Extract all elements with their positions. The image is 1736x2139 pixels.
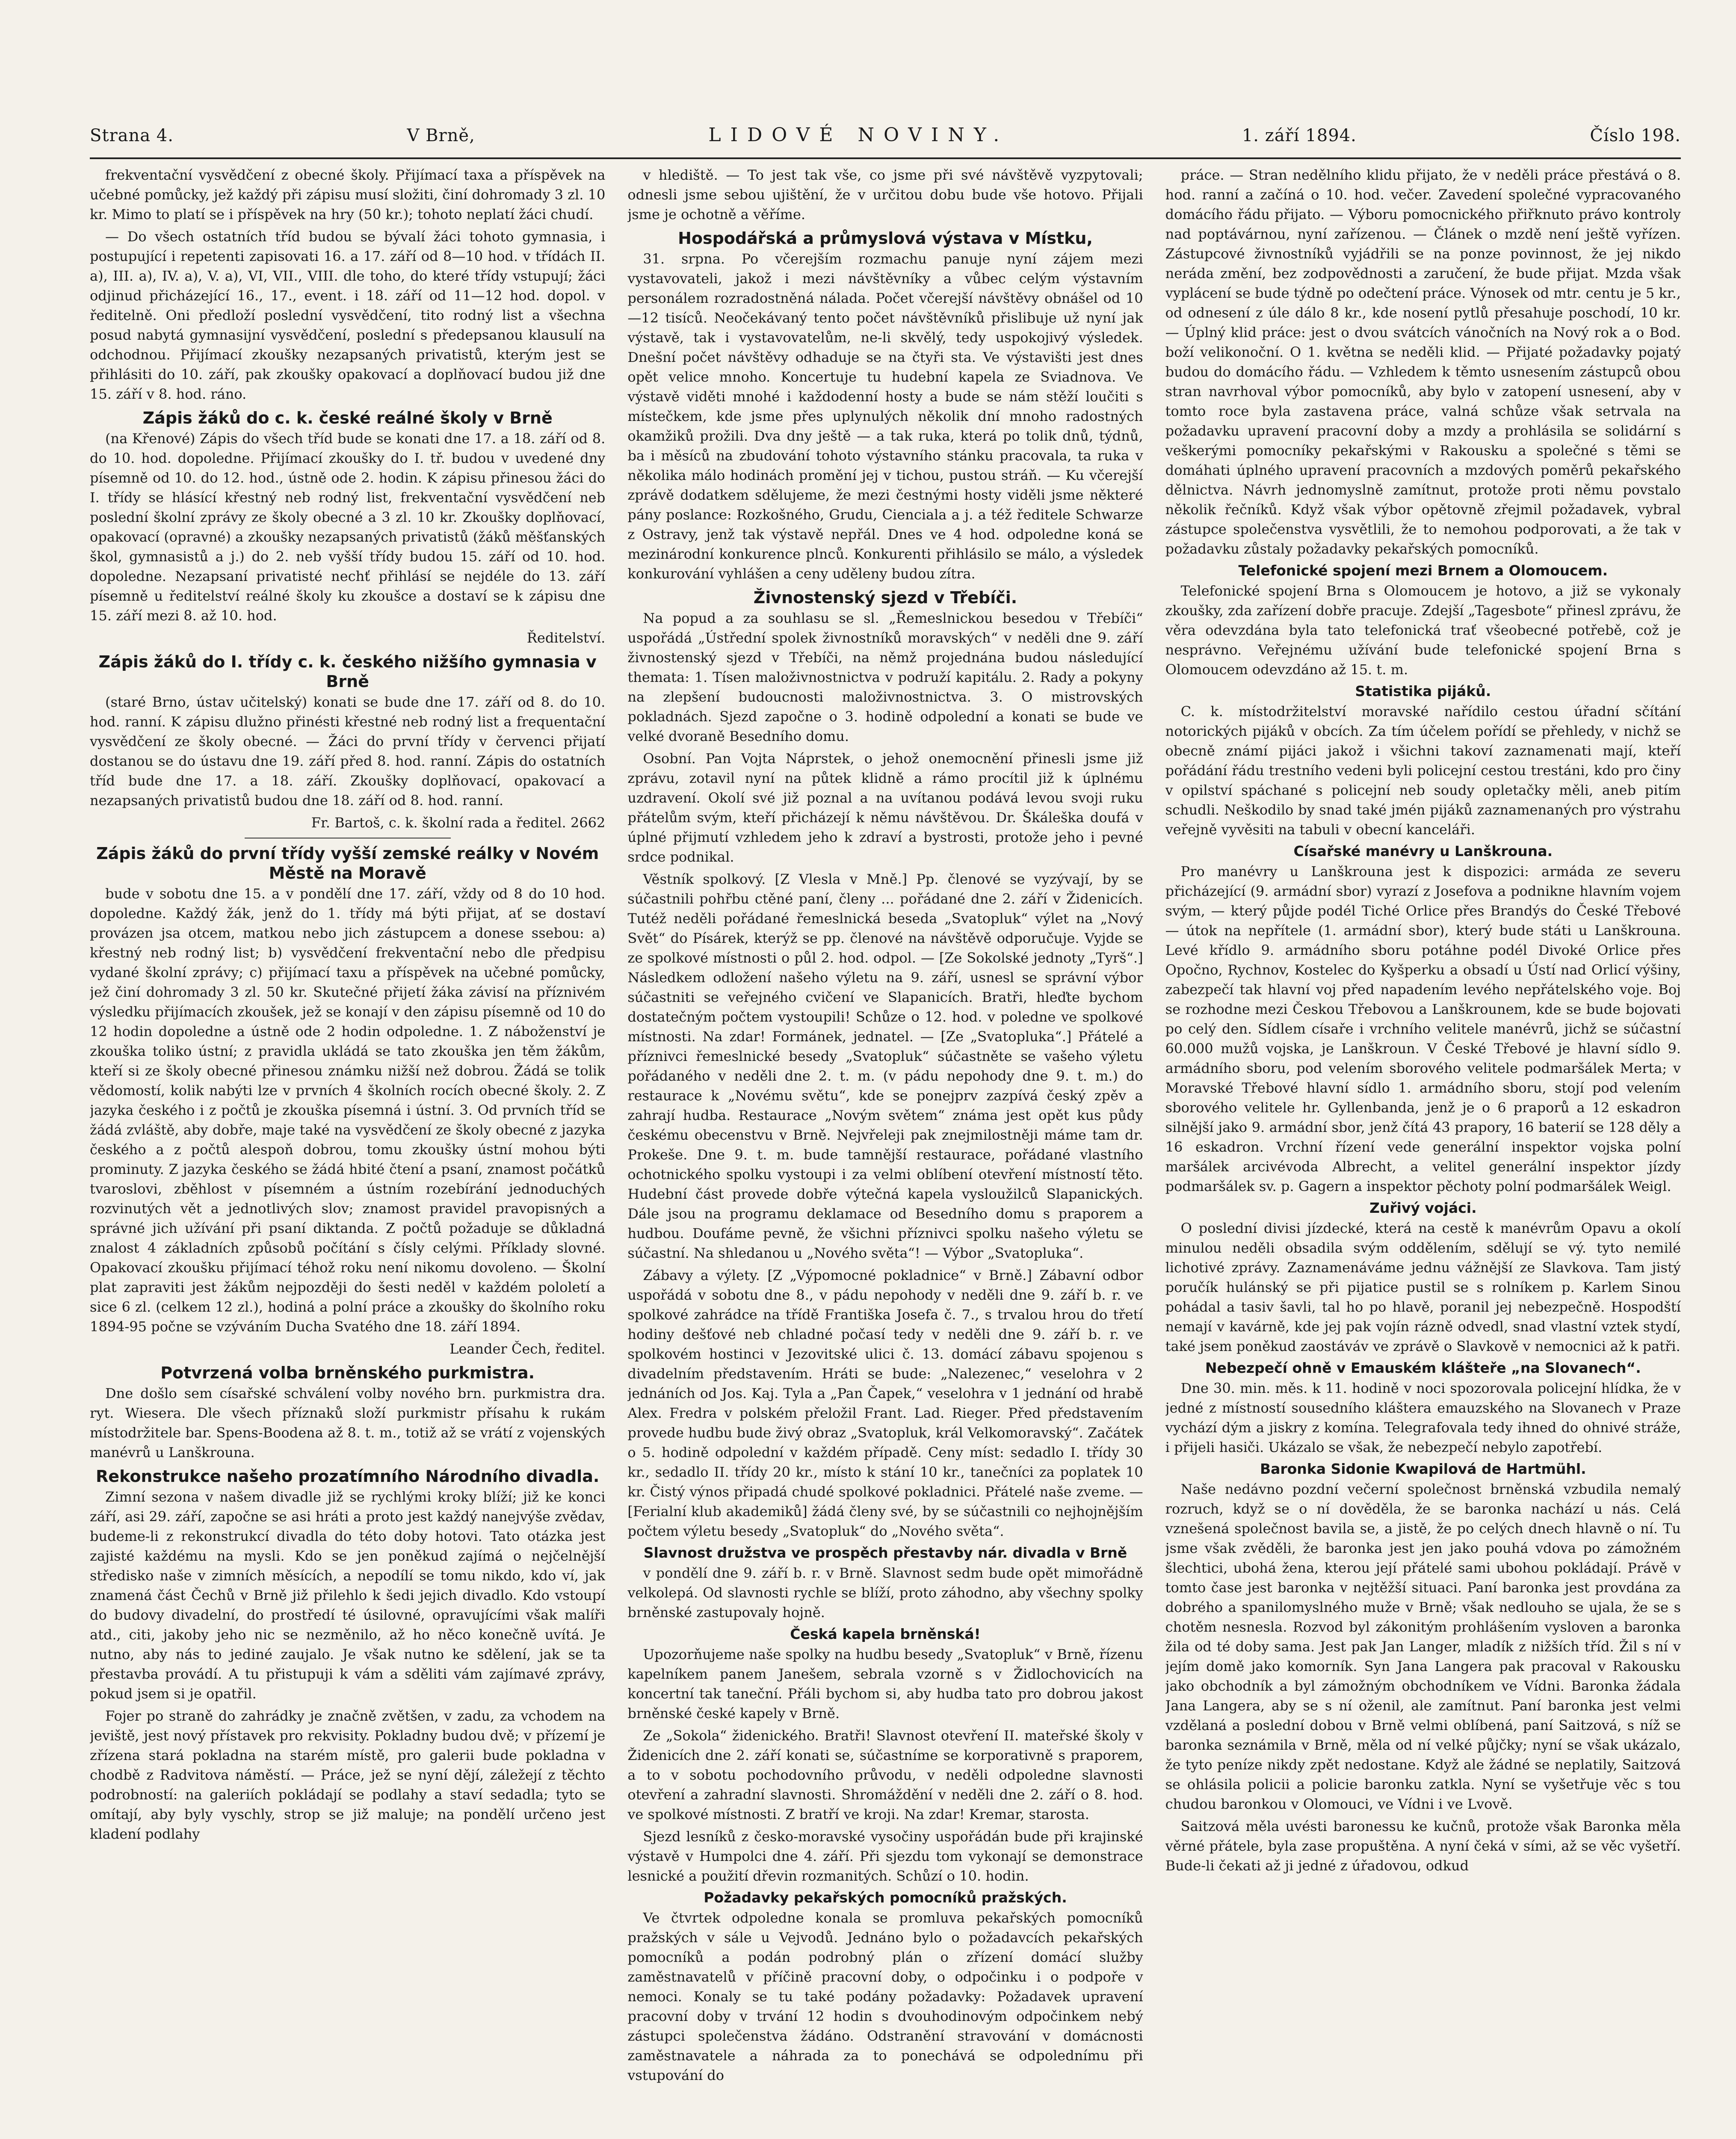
article-heading: Císařské manévry u Lanškrouna. (1293, 843, 1553, 859)
page-header (90, 124, 1681, 154)
article-text: bude v sobotu dne 15. a v pondělí dne 17. září, vždy od 8 do 10 hod. dopoledne. Každý žák, jenž do 1. třídy má býti přijat, ať se dostaví provázen jsa otcem, matkou nebo jich zástupcem a donese ssebou: a) křestný neb rodný list; b) vysvědčení frekventační nebo dle předpisu vydané školní zprávy; c) přijímací taxu a příspěvek na učebné pomůcky, jež činí dohromady 3 zl. 50 kr. Skutečné přijetí žáka závisí na příznivém výsledku přijímacích zkoušek, jež se konají v den zápisu písemně od 10 do 12 hodin dopoledne a ústně ode 2 hodin odpoledne. 1. Z náboženství je zkouška toliko ústní; z pravidla ukládá se tato zkouška jen těm žákům, kteří si ze školy obecné přinesou známku nižší než dobrou. Žádá se tolik vědomostí, kolik nabýti lze v prvních 4 školních rocích obecné školy. 2. Z jazyka českého i z počtů je zkouška písemná i ústní. 3. Od prvních tříd se žádá zvláště, aby dobře, maje také na vysvědčení ze školy obecné z jazyka českého a z počtů alespoň dobrou, tomu zkoušky ústní mohou býti prominuty. Z jazyka českého se žádá hbité čtení a psaní, znamost počátků tvaroslovi, zběhlost v písemném a ústním rozebírání jednoduchých rozvinutých vět a jednotlivých slov; znamost pravidel pravopisných a správné jich užívání při psaní diktanda. Z počtů požaduje se důkladná znalost 4 základních způsobů počítání s čísly celými. Příklady slovné. Opakovací zkoušku přijímací téhož roku není nikomu dovoleno. — Školní plat zapraviti jest žákům nejpozději do šesti neděl v každém pololetí a sice 6 zl. (celkem 12 zl.), hodiná a polní práce a zkoušky do školního roku 1894-95 počne se vzýváním Ducha Svatého dne 18. září 1894. (90, 886, 606, 1335)
article-text: v pondělí dne 9. září b. r. v Brně. Slavnost sedm bude opět mimořádně velkolepá. Od slavnosti rychle se blíží, proto záhodno, aby všechny spolky brněnské zastupovaly hojně. (627, 1565, 1143, 1621)
issue-date: 1. září 1894. (1242, 126, 1357, 145)
article-text: Osobní. Pan Vojta Náprstek, o jehož onemocnění přinesli jsme již zprávu, zotavil nyní na půtek klidně a rámo procítil již k úplnému uzdravení. Okolí své již poznal a na uvítanou podává levou svoji ruku přátelům svým, kteří přicházejí k němu návštěvou. Dr. Škáleška doufá v úplné přijmutí vzhledem jeho k zdraví a bystrosti, protože jeho i pevné srdce podnikal. (627, 750, 1143, 865)
article-text: práce. — Stran nedělního klidu přijato, že v neděli práce přestává o 8. hod. ranní a začíná o 10. hod. večer. Zavedení společné vypracovaného domácího řádu přijato. — Výboru pomocnického přiřknuto právo kontroly nad poptávárnou, nyní zařízenou. — Článek o mzdě není ještě vyřízen. Zástupcové živnostníků vyjádřili se na ponze povinnost, že jej nikdo neráda změní, bez zodpovědnosti a zaručení, že bude přijat. Mzda však vyplácení se bude týdně po odečtení práce. Výnosek od mtr. centu je 5 kr., od odnesení z úle dálo 8 kr., kde nosení pytlů přesahuje poschodí, 10 kr. — Úplný klid práce: jest o dvou svátcích vánočních na Nový rok a o Bod. boží velikonoční. O 1. května se neděli klid. — Přijaté požadavky pojatý budou do domácího řádu. — Vzhledem k těmto usnesením zástupců obou stran navrhoval výbor pomocníků, aby bylo v zatopení usnesení, aby v tomto roce byla zastavena práce, valná schůze však setrvala na požadavku upravení pracovní doby a mzdy a prohlásila se solidární s veškerými pomocníky pekařskými v Rakousku a společné s těmi se domáhati úplného upravení pracovních a mzdových poměrů pekařského dělnictva. Návrh jednomyslně zamítnut, protože proti němu povstalo několik řečníků. Když však výbor opětovně zřejmil požadavek, vybral zástupce společenstva vysvětlili, že to nemohou podporovati, a že tak v požadavku zůstaly požadavky pekařských pomocníků. (1165, 167, 1681, 557)
article-text: (staré Brno, ústav učitelský) konati se bude dne 17. září od 8. do 10. hod. ranní. K zápisu dlužno přinésti křestné neb rodný list a frequentační vysvědčení ze školy obecné. — Žáci do první třídy v červenci přijatí dostanou se do ústavu dne 19. září před 8. hod. ranní. Zápis do ostatních tříd bude dne 17. a 18. září. Zkoušky doplňovací, opakovací a nezapsaných privatistů budou dne 18. září od 8. hod. ranní. (90, 694, 606, 809)
article-text: Zábavy a výlety. [Z „Výpomocné pokladnice“ v Brně.] Zábavní odbor uspořádá v sobotu dne 8., v pádu nepohody v neděli dne 9. září b. r. ve spolkové zahrádce na třídě Františka Josefa č. 7., s trvalou hrou do třetí hodiny dešťové neb chladné počasí tedy v neděli dne 9. září b. r. ve spolkovém hostinci v Jezovitské ulici č. 13. domácí zábavu spojenou s divadelním představením. Hráti se bude: „Nalezenec,“ veselohra v 2 jednáních od Jos. Kaj. Tyla a „Pan Čapek,“ veselohra v 1 jednání od hrabě Alex. Fredra v polském přeložil Frant. Lad. Rieger. Před představením provede hudbu bude živý obraz „Svatopluk, král Velkomoravský“. Začátek o 5. hodině odpolední v každém případě. Ceny míst: sedadlo I. třídy 30 kr., sedadlo II. třídy 20 kr., místo k stání 10 kr., tanečníci za poplatek 10 kr. Čistý výnos připadá chudé spolkové pokladnici. Přátelé naše zveme. — [Ferialní klub akademiků] žádá členy své, by se súčastnili co nejhojnějším počtem výletu besedy „Svatopluk“ do „Nového světa“. (627, 1267, 1143, 1539)
article-text: Pro manévry u Lanškrouna jest k dispozici: armáda ze severu přicházející (9. armádní sbor) vyrazí z Josefova a podnikne hlavním vojem svým, — který půjde podél Tiché Orlice přes Brandýs do České Třebové — útok na nepřítele (1. armádní sbor), který bude státi u Lanškrouna. Levé křídlo 9. armádního sboru potáhne podél Divoké Orlice přes Opočno, Rychnov, Kostelec do Kyšperku a obsadí u Ústí nad Orlicí výšiny, zabezpečí tak hlavní voj před napadením levého nepřátelského voje. Boj se rozhodne mezi Českou Třebovou a Lanškrounem, kde se bude bojovati po celý den. Sídlem císaře i vrchního velitele manévrů, jichž se súčastní 60.000 mužů vojska, je Lanškroun. V České Třebové je hlavní sídlo 9. armádního sboru, pod velením sborového velitele podmaršálek Merta; v Moravské Třebové hlavní sídlo 1. armádního sboru, stojí pod velením sborového velitele hr. Gyllenbanda, jenž je o 6 praporů a 12 eskadron silnější jako 9. armádní sbor, jenž čítá 43 prapory, 16 baterií se 128 děly a 16 eskadron. Vrchní řízení vede generální inspektor vojska polní maršálek arcivévoda Albrecht, a velitel generální inspektor jízdy podmaršálek sv. p. Gagern a inspektor pěchoty polní podmaršálek Weigl. (1165, 863, 1681, 1194)
newspaper-page (90, 124, 1681, 2139)
column-1 (90, 165, 605, 2139)
article-text: Ze „Sokola“ židenického. Bratři! Slavnost otevření II. mateřské školy v Židenicích dne 2. září konati se, súčastníme se korporativně s praporem, a to v sobotu pochodovního průvodu, v neděli odpoledne slavnosti otevření a zahradní slavnosti. Shromáždění v neděli dne 2. září o 8. hod. ve spolkové místnosti. Z bratří ve kroji. Na zdar! Kremar, starosta. (627, 1727, 1143, 1822)
column-3 (1165, 165, 1681, 2139)
article-heading: Živnostenský sjezd v Třebíči. (753, 588, 1017, 607)
article-heading: Baronka Sidonie Kwapilová de Hartmühl. (1260, 1461, 1586, 1477)
article-text: Saitzová měla uvésti baronessu ke kučnů, protože však Baronka měla věrné přátele, byla zase propuštěna. A nyní čeká v sími, až se věc vyšetří. Bude-li čekati až ji jedné z úřadovou, odkud (1165, 1818, 1681, 1874)
article-text: frekventační vysvědčení z obecné školy. Přijímací taxa a příspěvek na učebné pomůcky, jež každý při zápisu musí složiti, činí dohromady 3 zl. 10 kr. Mimo to platí se i příspěvek na hry (50 kr.); tohoto neplatí žáci chudí. (90, 167, 606, 222)
article-text: (na Křenové) Zápis do všech tříd bude se konati dne 17. a 18. září od 8. do 10. hod. dopoledne. Přijímací zkoušky do I. tř. budou v uvedené dny písemně od 10. do 12. hod., ústně ode 2. hodin. K zápisu přinesou žáci do I. třídy se hlásící křestný neb rodný list, frekventační vysvědčení neb poslední školní zprávy ze školy obecné a 3 zl. 10 kr. Zkoušky doplňovací, opakovací (opravné) a zkoušky nezapsaných privatistů (žáků měšťanských škol, gymnasistů a j.) do 2. neb vyšší třídy budou 15. září od 10. hod. dopoledne. Nezapsaní privatisté nechť přihlásí se nejdéle do 13. září písemně u ředitelství reálné školy ku zkoušce a dostaví se k zápisu dne 15. září mezi 8. až 10. hod. (90, 430, 606, 624)
article-heading: Potvrzená volba brněnského purkmistra. (160, 1363, 535, 1382)
signature (90, 813, 605, 832)
issue-number: Číslo 198. (1590, 126, 1681, 145)
masthead: LIDOVÉ NOVINY. (708, 124, 1009, 146)
columns (90, 165, 1681, 2139)
article-text: Telefonické spojení Brna s Olomoucem je hotovo, a již se vykonaly zkoušky, zda zařízení dobře pracuje. Zdejší „Tagesbote“ přinesl zprávu, že věra odevzdána byla tato telefonická trať všeobecné potřebě, což je nesprávno. Veřejnému užívání bude telefonické spojení Brna s Olomoucem odevzdáno až 15. t. m. (1165, 583, 1681, 678)
article-heading: Rekonstrukce našeho prozatímního Národního divadla. (96, 1467, 600, 1486)
article-heading: Nebezpečí ohně v Emauském klášteře „na Slovanech“. (1205, 1360, 1641, 1376)
page-number: Strana 4. (90, 126, 174, 145)
article-heading: Slavnost družstva ve prospěch přestavby nár. divadla v Brně (643, 1544, 1127, 1561)
article-heading: Požadavky pekařských pomocníků pražských. (704, 1889, 1067, 1906)
column-2 (627, 165, 1143, 2139)
article-heading: Zuřivý vojáci. (1369, 1200, 1477, 1216)
article-text: Věstník spolkový. [Z Vlesla v Mně.] Pp. členové se vyzývají, by se súčastnili pohřbu ctěné paní, členy ... pořádané dne 2. září v Židenicích. Tutéž neděli pořádané řemeslnická beseda „Svatopluk“ výlet na „Nový Svět“ do Písárek, kterýž se pp. členové na návštěvě odporučuje. Vyjde se ze spolkové místnosti o půl 2. hod. odpol. — [Ze Sokolské jednoty „Tyrš“.] Následkem odložení našeho výletu na 9. září, usnesl se správní výbor súčastniti se veřejného cvičení ve Slapanicích. Bratři, hleďte bychom dostatečným počtem vystoupili! Schůze o 12. hod. v poledne ve spolkové místnosti. Na zdar! Formánek, jednatel. — [Ze „Svatopluka“.] Přátelé a příznivci řemeslnické besedy „Svatopluk“ súčastněte se vašeho výletu pořádaného v neděli dne 2. t. m. (v pádu nepohody dne 9. t. m.) do restaurace k „Novému světu“, kde se ponejprv zazpívá český zpěv a zahrají hudba. Restaurace „Novým světem“ známa jest opět kus půdy českému obecenstvu v Brně. Nejvřeleji pak znejmilostněji máme tam dr. Prokeše. Dne 9. t. m. bude tamnější restaurace, pořádané vlastního ochotnického spolku vystoupi i za velmi oblíbení otevření místností těto. Hudební část provede dobře výtečná kapela vysloužilců Slapanických. Dále jsou na programu deklamace od Besedního domu s praporem a hudbou. Doufáme pevně, že všichni příznivci spolku našeho výletu se súčastní. Na shledanou u „Nového světa“! — Výbor „Svatopluka“. (627, 871, 1143, 1261)
article-heading: Statistika pijáků. (1355, 683, 1491, 699)
header-rule (90, 157, 1681, 159)
article-text: v hlediště. — To jest tak vše, co jsme při své návštěvě vyzpytovali; odnesli jsme sebou ujištění, že v určitou dobu bude vše hotovo. Přijali jsme je ochotně a věříme. (627, 167, 1143, 222)
reference-number: 2662 (570, 815, 606, 831)
article-text: Zimní sezona v našem divadle již se rychlými kroky blíží; již ke konci září, asi 29. září, započne se asi hráti a proto jest každý nanejvýše zvědav, budeme-li z rekonstrukcí divadla do této doby hotovi. Tato otázka jest zajisté každému na mysli. Kdo se jen poněkud zajímá o nejčelnější středisko naše v zimních měsících, a nepodílí se tomu nikdo, kdo ví, jak znamená část Čechů v Brně již přilehlo k šedi jejich divadlo. Kdo vstoupí do budovy divadelní, do prostředí té úsilovné, opravujícími však malíři atd., citi, jakoby jeho nic se nezměnilo, až ho něco konečně uvítá. Je nutno, aby nás to jediné zaujalo. Je však nutno ke sdělení, jak se ta přestavba provádí. A tu přistupuji k vám a sděliti vám zajímavé zprávy, pokud jsem si je opatřil. (90, 1489, 606, 1702)
signature-name: Fr. Bartoš, c. k. školní rada a ředitel. (311, 815, 566, 831)
article-heading: Zápis žáků do c. k. české reálné školy v Brně (142, 409, 553, 427)
article-heading: Zápis žáků do první třídy vyšší zemské reálky v Novém Městě na Moravě (96, 844, 599, 883)
article-text: — Do všech ostatních tříd budou se bývalí žáci tohoto gymnasia, i postupující i repetenti zapisovati 16. a 17. září od 8—10 hod. v třídách II. a), III. a), IV. a), V. a), VI, VII., VIII. dle toho, do které třídy vstupují; žáci odjinud přicházející 16., 17., event. i 18. září od 11—12 hod. dopol. v ředitelně. Oni předloží poslední vysvědčení, tito rodný list a všechna posud nabytá gymnasijní vysvědčení, poslední s předepsanou klausulí na odchodnou. Přijímací zkoušky nezapsaných privatistů, kterým jest se přihlásiti do 10. září, pak zkoušky opakovací a doplňovací budou již dne 15. září v 8. hod. ráno. (90, 228, 606, 402)
article-text: Sjezd lesníků z česko-moravské vysočiny uspořádán bude při krajinské výstavě v Humpolci dne 4. září. Při sjezdu tom vykonají se demonstrace lesnické a použití dřevin rozmanitých. Schůzí o 10. hodin. (627, 1828, 1143, 1884)
signature: Ředitelství. (526, 630, 606, 646)
article-text: O poslední divisi jízdecké, která na cestě k manévrům Opavu a okolí minulou neděli obsadila svým oddělením, sdělují se vý. tyto nemilé lichotivé zprávy. Zaznamenáváme jednu vážnější ze Slavkova. Tam jistý poručík hulánský se při pijatice pustil se s rolníkem p. Karlem Sinou pohádal a tasiv šavli, tal ho po hlavě, poranil jej nebezpečně. Hospodští nemají v kavárně, kde jej pak vojín rázně odvedl, snad vlastní vztek stydí, také jsem poněkud zaostáváv ve zprávě o Slavkově v nemocnici až k patři. (1165, 1220, 1681, 1354)
article-heading: Hospodářská a průmyslová výstava v Místku, (678, 229, 1093, 248)
article-text: C. k. místodržitelství moravské nařídilo cestou úřadní sčítání notorických pijáků v obcích. Za tím účelem pořídí se přehledy, v nichž se obecně známí pijáci jakož i všichni takoví zaznamenati mají, kteří pořádání řádu trestního vedeni byli policejní cestou trestáni, kdo pro činy v opilství spáchané s policejní neb soudy opletačky měli, aneb pitím schudli. Neškodilo by snad také jmén pijáků zaznamenaných pro výstrahu veřejně vyvěsiti na tabuli v obecní kanceláři. (1165, 703, 1681, 838)
article-text: Upozorňujeme naše spolky na hudbu besedy „Svatopluk“ v Brně, řízenu kapelníkem panem Janešem, sebrala vzorně s v Židlochovicích na koncertní tak taneční. Přáli bychom si, aby hudba tato pro dobrou jakost brněnské české kapely v Brně. (627, 1646, 1143, 1721)
article-heading: Telefonické spojení mezi Brnem a Olomoucem. (1238, 562, 1608, 579)
article-text: Na popud a za souhlasu se sl. „Řemeslnickou besedou v Třebíči“ uspořádá „Ústřední spolek živnostníků moravských“ v neděli dne 9. září živnostenský sjezd v Třebíči, na němž projednána budou následující themata: 1. Tísen maloživnostnictva v podruží kapitálu. 2. Rady a pokyny na zlepšení budoucnosti maloživnostnictva. 3. O mistrovských pokladnách. Sjezd započne o 3. hodině odpolední a konati se bude ve velké dvoraně Besedního domu. (627, 610, 1143, 744)
article-text: Fojer po straně do zahrádky je značně zvětšen, v zadu, za vchodem na jeviště, jest nový přístavek pro rekvisity. Pokladny budou dvě; v přízemí je zřízena stará pokladna na starém místě, pro galerii bude pokladna v chodbě z Radvitova náměstí. — Práce, jež se nyní dějí, záležejí z těchto podrobností: na galeriích pokládají se podlahy a staví sedadla; tyto se omítají, aby byly vyschly, strop se již maluje; na pondělí určeno jest kladení podlahy (90, 1708, 606, 1842)
article-text: Ve čtvrtek odpoledne konala se promluva pekařských pomocníků pražských v sále u Vejvodů. Jednáno bylo o požadavcích pekařských pomocníků a podán podrobný plán o zřízení domácí služby zaměstnavatelů v příčině pracovní doby, o odpočinku i o podpoře v nemoci. Konaly se tu také podány požadavky: Požadavek upravení pracovní doby v trvání 12 hodin s dvouhodinovým odpočinkem nebý zástupci společenstva žádáno. Odstranění stravování v domácnosti zaměstnavatele a náhrada za to ponechává se odpolednímu při vstupování do (627, 1910, 1143, 2083)
article-heading: Česká kapela brněnská! (790, 1626, 981, 1642)
signature: Leander Čech, ředitel. (450, 1341, 606, 1357)
city: V Brně, (407, 126, 475, 145)
article-text: 31. srpna. Po včerejším rozmachu panuje nyní zájem mezi vystavovateli, jakož i mezi návštěvníky a vůbec celým výstavním personálem rozradostněná nálada. Počet včerejší návštěvy obnášel od 10—12 tisíců. Neočekávaný tento počet návštěvníků přislibuje už nyní jak výstavě, tak i vystavovatelům, ne-li skvělý, tedy uspokojivý výsledek. Dnešní počet návštěvy odhaduje se na čtyři sta. Ve výstavišti jest dnes opět velice mnoho. Koncertuje tu hudební kapela ze Sviadnova. Ve výstavě viděti mnohé i každodenní hosty a bude se nám stěží loučiti s místečkem, kde jsme přes uplynulých několik dní mnoho radostných okamžiků prožili. Dva dny ještě — a tak ruka, která po tolik dnů, týdnů, ba i měsíců na zbudování tohoto výstavního stánku pracovala, ta ruka v několika málo hodinách promění jej v tichou, pustou stráň. — Ku včerejší zprávě dodatkem sdělujeme, že mezi čestnými hosty viděli jsme některé pány poslance: Rozkošného, Grudu, Cienciala a j. a též ředitele Schwarze z Ostravy, jenž tak výstavě nepřál. Dnes ve 4 hod. odpoledne koná se mezinárodní konkurence plnců. Konkurenti přihlásilo se málo, a výsledek konkurování vyhlášen a ceny uděleny budou zítra. (627, 251, 1143, 582)
article-text: Dne 30. min. měs. k 11. hodině v noci spozorovala policejní hlídka, že v jedné z místností sousedního kláštera emauzského na Slovanech v Praze vychází dým a jiskry z komína. Telegrafovala tedy ihned do ohnivé stráže, i přijeli hasiči. Ukázalo se však, že nebezpečí nebylo zapotřebí. (1165, 1380, 1681, 1455)
article-heading: Zápis žáků do I. třídy c. k. českého nižšího gymnasia v Brně (98, 652, 597, 691)
article-text: Naše nedávno pozdní večerní společnost brněnská vzbudila nemalý rozruch, když se o ní dověděla, že se baronka nachází u nás. Celá vznešená společnost bavila se, a jistě, že po celých dnech hlavně o ní. Tu jsme však zvěděli, že baronka jest jen jako pouhá vdova po zámožném šlechtici, ubohá žena, kterou její přátelé sami ubohou pokládají. Právě v tomto čase jest baronka v nejtěžší situaci. Paní baronka jest provdána za dobrého a spanilomyslného muže v Brně; však nedlouho se ujala, že se s chotěm nesnesla. Rozvod byl zákonitým prohlášením vysloven a baronka žila od té doby sama. Jest pak Jan Langer, mladík z nižších tříd. Žil s ní v jejím domě jako komorník. Syn Jana Langera pak pracoval v Rakousku jako obchodník a byl zámožným obchodníkem ve Vídni. Baronka žádala Jana Langera, aby se s ní oženil, ale zamítnut. Paní baronka jest velmi vzdělaná a poslední dobou v Brně velmi oblíbená, paní Saitzová, s níž se baronka seznámila v Brně, měla od ní velké půjčky; nyní se však ukázalo, že tyto peníze nikdy zpět nedostane. Když ale žádné se neplatily, Saitzová se ohlásila policii a policie baronku zatkla. Nyní se vyšetřuje věc s tou chudou baronkou v Olomouci, ve Vídni i ve Lvově. (1165, 1481, 1681, 1812)
article-text: Dne došlo sem císařské schválení volby nového brn. purkmistra dra. ryt. Wiesera. Dle všech příznaků složí purkmistr přísahu k rukám místodržitele bar. Spens-Boodena až 8. t. m., totiž až se vrátí z vojenských manévrů u Lanškrouna. (90, 1385, 606, 1461)
